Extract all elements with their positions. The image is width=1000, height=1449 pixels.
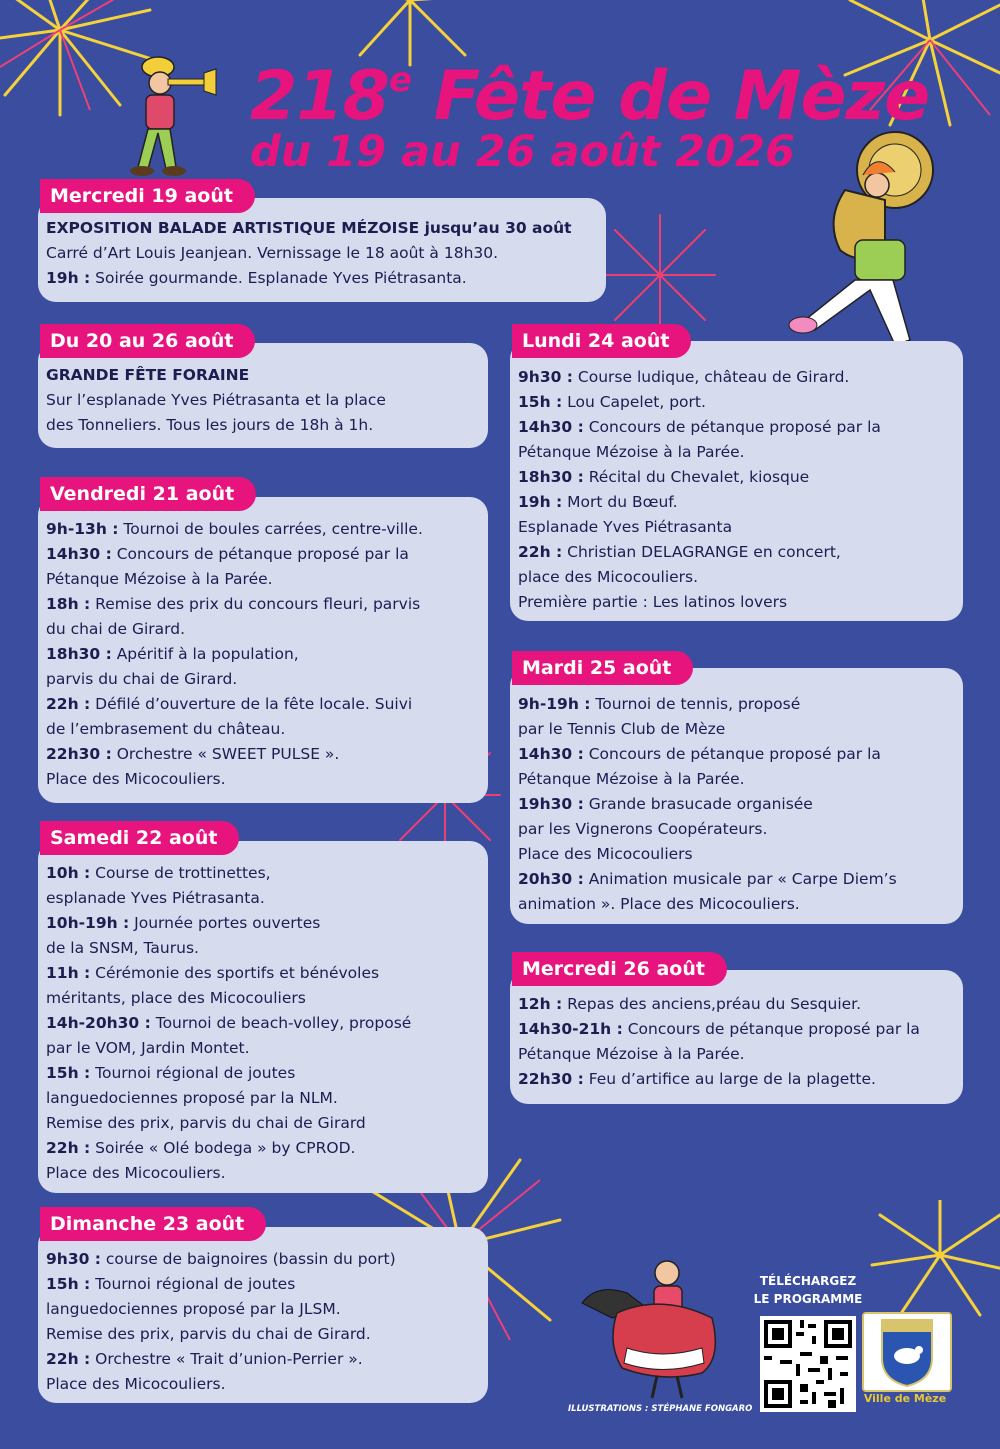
day-events (510, 970, 963, 1104)
event-line: 18h30 : Apéritif à la population, (46, 645, 299, 663)
crest-graphic (864, 1314, 950, 1390)
day-label: Samedi 22 août (40, 821, 239, 855)
day-events (38, 497, 488, 803)
event-line: 9h-19h : Tournoi de tennis, proposé (518, 695, 801, 713)
event-line: de l’embrasement du château. (46, 720, 286, 738)
event-line: languedociennes proposé par la JLSM. (46, 1300, 341, 1318)
event-line: 22h : Défilé d’ouverture de la fête locale. Suivi (46, 695, 413, 713)
event-line: Esplanade Yves Piétrasanta (518, 518, 733, 536)
title-superscript: e (388, 60, 412, 100)
event-line: 18h30 : Récital du Chevalet, kiosque (518, 468, 810, 486)
download-line-2: LE PROGRAMME (753, 1292, 863, 1306)
event-line: des Tonneliers. Tous les jours de 18h à 1h. (46, 416, 374, 434)
event-line: 14h30-21h : Concours de pétanque proposé par la (518, 1020, 920, 1038)
event-line: 10h : Course de trottinettes, (46, 864, 271, 882)
day-events (38, 198, 606, 302)
day-events (38, 841, 488, 1193)
event-line: de la SNSM, Taurus. (46, 939, 199, 957)
event-line: par les Vignerons Coopérateurs. (518, 820, 768, 838)
event-line: Place des Micocouliers (518, 845, 693, 863)
event-line: 15h : Lou Capelet, port. (518, 393, 706, 411)
event-line: Pétanque Mézoise à la Parée. (518, 443, 745, 461)
event-line: 14h30 : Concours de pétanque proposé par la (518, 745, 881, 763)
event-line: méritants, place des Micocouliers (46, 989, 306, 1007)
firework-icon (870, 1200, 1000, 1320)
day-label: Vendredi 21 août (40, 477, 256, 511)
horse-dancer-icon (572, 1248, 742, 1403)
event-line: 9h30 : course de baignoires (bassin du port) (46, 1250, 396, 1268)
crest-label: Ville de Mèze (863, 1392, 947, 1405)
event-line: 15h : Tournoi régional de joutes (46, 1275, 296, 1293)
page-subtitle: du 19 au 26 août 2026 (250, 127, 795, 177)
event-line: 19h : Mort du Bœuf. (518, 493, 678, 511)
day-label: Mercredi 19 août (40, 179, 255, 213)
event-line: 14h30 : Concours de pétanque proposé par la (46, 545, 409, 563)
day-label: Mercredi 26 août (512, 952, 727, 986)
day-label: Dimanche 23 août (40, 1207, 266, 1241)
event-line: EXPOSITION BALADE ARTISTIQUE MÉZOISE jusqu’au 30 août (46, 219, 572, 237)
event-line: Place des Micocouliers. (46, 1164, 226, 1182)
event-line: animation ». Place des Micocouliers. (518, 895, 800, 913)
day-events (510, 341, 963, 621)
day-label: Lundi 24 août (512, 324, 691, 358)
event-line: 15h : Tournoi régional de joutes (46, 1064, 296, 1082)
event-line: 19h : Soirée gourmande. Esplanade Yves Piétrasanta. (46, 269, 467, 287)
event-line: 20h30 : Animation musicale par « Carpe Diem’s (518, 870, 897, 888)
day-events (510, 668, 963, 924)
event-line: GRANDE FÊTE FORAINE (46, 366, 250, 384)
event-line: 14h-20h30 : Tournoi de beach-volley, proposé (46, 1014, 412, 1032)
event-line: 12h : Repas des anciens,préau du Sesquier. (518, 995, 862, 1013)
page-title (250, 40, 950, 137)
event-line: languedociennes proposé par la NLM. (46, 1089, 338, 1107)
event-line: 14h30 : Concours de pétanque proposé par la (518, 418, 881, 436)
title-number: 218 (250, 57, 389, 136)
event-line: 19h30 : Grande brasucade organisée (518, 795, 813, 813)
illustration-credit: ILLUSTRATIONS : STÉPHANE FONGARO (568, 1404, 753, 1414)
event-line: par le VOM, Jardin Montet. (46, 1039, 250, 1057)
event-line: Pétanque Mézoise à la Parée. (518, 770, 745, 788)
event-line: 11h : Cérémonie des sportifs et bénévoles (46, 964, 380, 982)
event-line: Sur l’esplanade Yves Piétrasanta et la place (46, 391, 386, 409)
event-line: 22h : Soirée « Olé bodega » by CPROD. (46, 1139, 356, 1157)
day-events (38, 343, 488, 448)
event-line: parvis du chai de Girard. (46, 670, 238, 688)
town-crest-icon (862, 1312, 952, 1392)
event-line: 22h : Orchestre « Trait d’union-Perrier ». (46, 1350, 363, 1368)
event-line: par le Tennis Club de Mèze (518, 720, 726, 738)
qr-code-icon[interactable] (760, 1316, 856, 1412)
title-text: Fête de Mèze (433, 57, 930, 136)
trumpet-player-icon (118, 45, 218, 180)
event-line: 22h : Christian DELAGRANGE en concert, (518, 543, 841, 561)
event-line: du chai de Girard. (46, 620, 186, 638)
day-label: Du 20 au 26 août (40, 324, 255, 358)
event-line: Place des Micocouliers. (46, 770, 226, 788)
event-line: 22h30 : Orchestre « SWEET PULSE ». (46, 745, 340, 763)
event-line: Remise des prix, parvis du chai de Girard. (46, 1325, 371, 1343)
event-line: Pétanque Mézoise à la Parée. (46, 570, 273, 588)
event-line: Carré d’Art Louis Jeanjean. Vernissage le 18 août à 18h30. (46, 244, 499, 262)
event-line: Place des Micocouliers. (46, 1375, 226, 1393)
event-line: 22h30 : Feu d’artifice au large de la plagette. (518, 1070, 876, 1088)
qr-code-graphic (760, 1316, 856, 1412)
event-line: place des Micocouliers. (518, 568, 699, 586)
day-label: Mardi 25 août (512, 651, 693, 685)
event-line: Pétanque Mézoise à la Parée. (518, 1045, 745, 1063)
event-line: Première partie : Les latinos lovers (518, 593, 788, 611)
event-line: 9h-13h : Tournoi de boules carrées, centre-ville. (46, 520, 423, 538)
event-line: Remise des prix, parvis du chai de Girard (46, 1114, 366, 1132)
event-line: esplanade Yves Piétrasanta. (46, 889, 265, 907)
event-line: 9h30 : Course ludique, château de Girard. (518, 368, 850, 386)
day-events (38, 1227, 488, 1403)
event-line: 10h-19h : Journée portes ouvertes (46, 914, 321, 932)
download-line-1: TÉLÉCHARGEZ (759, 1274, 857, 1288)
event-line: 18h : Remise des prix du concours fleuri, parvis (46, 595, 421, 613)
download-caption (740, 1272, 876, 1308)
firework-icon (600, 210, 720, 340)
